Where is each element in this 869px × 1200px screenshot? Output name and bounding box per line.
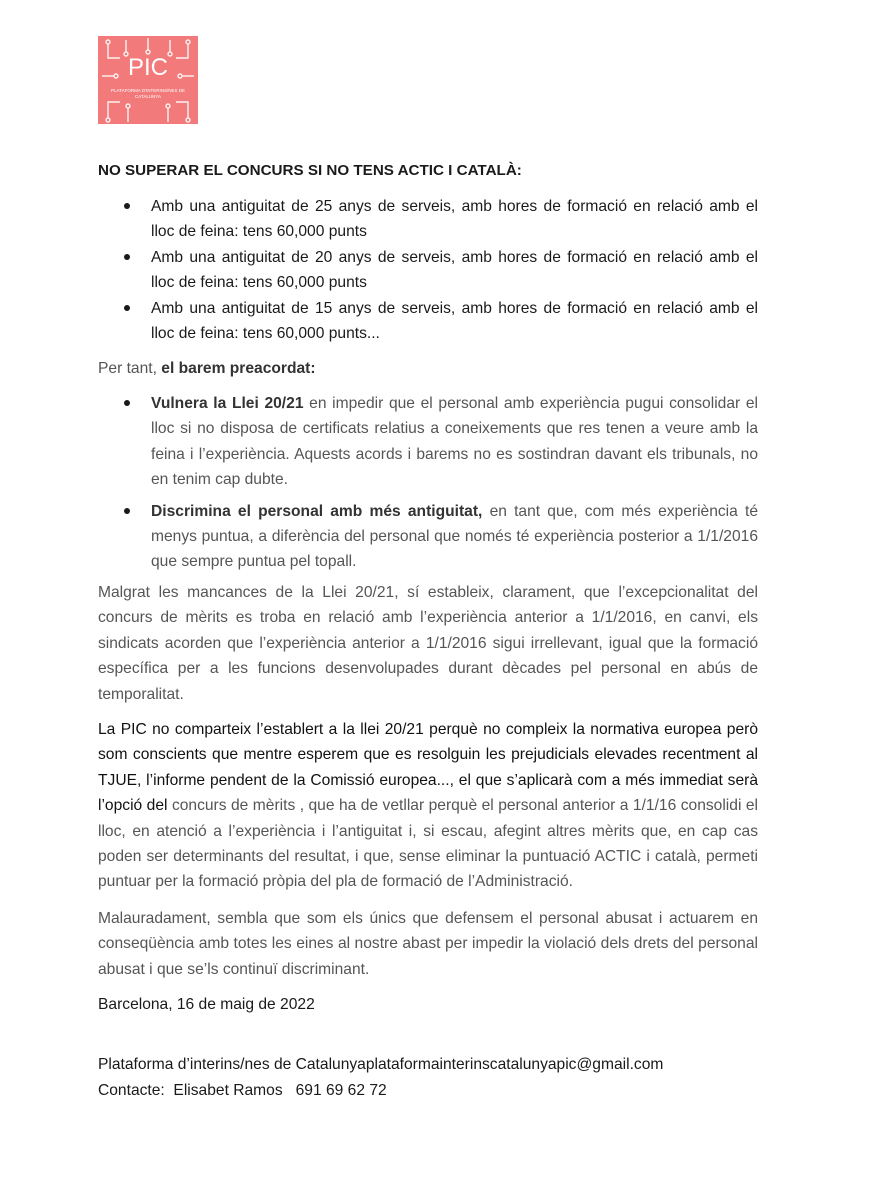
- bullet-icon: [124, 254, 130, 260]
- logo-title: PIC: [127, 54, 168, 81]
- list-item-line: Amb una antiguitat de 15 anys de serveis, amb hores de formació en relació amb el: [151, 299, 758, 317]
- date-line: Barcelona, 16 de maig de 2022: [98, 996, 315, 1013]
- footer-contact-line: [98, 1078, 758, 1103]
- bullet-icon: [124, 400, 130, 406]
- list-item-line: Amb una antiguitat de 25 anys de serveis, amb hores de formació en relació amb el: [151, 198, 758, 215]
- list-item: [98, 194, 758, 245]
- contact-phone: 691 69 62 72: [295, 1082, 387, 1099]
- list-item: [98, 296, 758, 347]
- list-item-line: lloc de feina: tens 60,000 punts: [151, 274, 367, 292]
- list-item-line: lloc de feina: tens 60,000 punts...: [151, 325, 380, 343]
- list-item-bold: Vulnera la Llei 20/21: [151, 395, 304, 412]
- bullet-icon: [124, 508, 130, 514]
- list-item-text: en impedir que el personal amb experiència pugui consolidar el lloc si no disposa de certificats relatius a coneixements que res tenen a veure amb la feina i l’experiència. Aquests acords i barems no es sostindran davant els tribunals, no en tenim cap dubte.: [151, 395, 758, 489]
- list-item: [98, 245, 758, 296]
- malauradament-paragraph: Malauradament, sembla que som els únics que defensem el personal abusat i actuarem en conseqüència amb totes les eines al nostre abast per impedir la violació dels drets del personal abusat i que se’ls continuï discriminant.: [98, 910, 758, 978]
- logo-subtitle: PLATAFORMA D'INTERINS/NES DE CATALUNYA: [111, 88, 185, 99]
- contact-label: Contacte:: [98, 1082, 165, 1099]
- per-tant-bold: el barem preacordat:: [161, 360, 316, 377]
- list-item-line: Amb una antiguitat de 20 anys de serveis, amb hores de formació en relació amb el: [151, 248, 758, 266]
- list-item-text: en tant que, com més experiència té menys puntua, a diferència del personal que només té experiència posterior a 1/1/2016 que sempre puntua pel topall.: [151, 502, 758, 571]
- pic-paragraph-part2: concurs de mèrits , que ha de vetllar perquè el personal anterior a 1/1/16 consolidi el lloc, en atenció a l’experiència i l’antiguitat i, si escau, afegint altres mèrits que, en cap cas poden ser determinants del resultat, i que, sense eliminar la puntuació ACTIC i català, permeti puntuar per la formació pròpia del pla de formació de l’Administració.: [98, 797, 758, 891]
- list-item: [98, 499, 758, 575]
- antiguitat-list: [98, 194, 758, 346]
- section-heading: NO SUPERAR EL CONCURS SI NO TENS ACTIC I CATALÀ:: [98, 162, 522, 179]
- list-item-bold: Discrimina el personal amb més antiguitat,: [151, 502, 483, 520]
- list-item: [98, 391, 758, 493]
- bullet-icon: [124, 203, 130, 209]
- per-tant-prefix: Per tant,: [98, 360, 157, 377]
- list-item-line: lloc de feina: tens 60,000 punts: [151, 223, 367, 241]
- pic-paragraph: [98, 717, 758, 895]
- pic-paragraph-part1: La PIC no comparteix l’establert a la llei 20/21 perquè no compleix la normativa europea però som conscients que mentre esperem que es resolguin les prejudicials elevades recentment al TJUE, l’informe pendent de la Comissió europea..., el que s’aplicarà com a més immediat serà l’opció del: [98, 721, 758, 815]
- pic-logo: [98, 36, 198, 124]
- barem-list: [98, 391, 758, 575]
- contact-name: Elisabet Ramos: [173, 1082, 283, 1099]
- per-tant-line: [98, 356, 758, 381]
- malgrat-paragraph: Malgrat les mancances de la Llei 20/21, sí estableix, clarament, que l’excepcionalitat del concurs de mèrits es troba en relació amb l’experiència anterior a 1/1/2016, en canvi, els sindicats acorden que l’experiència anterior a 1/1/2016 sigui irrellevant, igual que la formació específica per a les funcions desenvolupades durant dècades pel personal en abús de temporalitat.: [98, 584, 758, 703]
- bullet-icon: [124, 305, 130, 311]
- footer-org-line: Plataforma d’interins/nes de Catalunyaplataformainterinscatalunyapic@gmail.com: [98, 1056, 664, 1073]
